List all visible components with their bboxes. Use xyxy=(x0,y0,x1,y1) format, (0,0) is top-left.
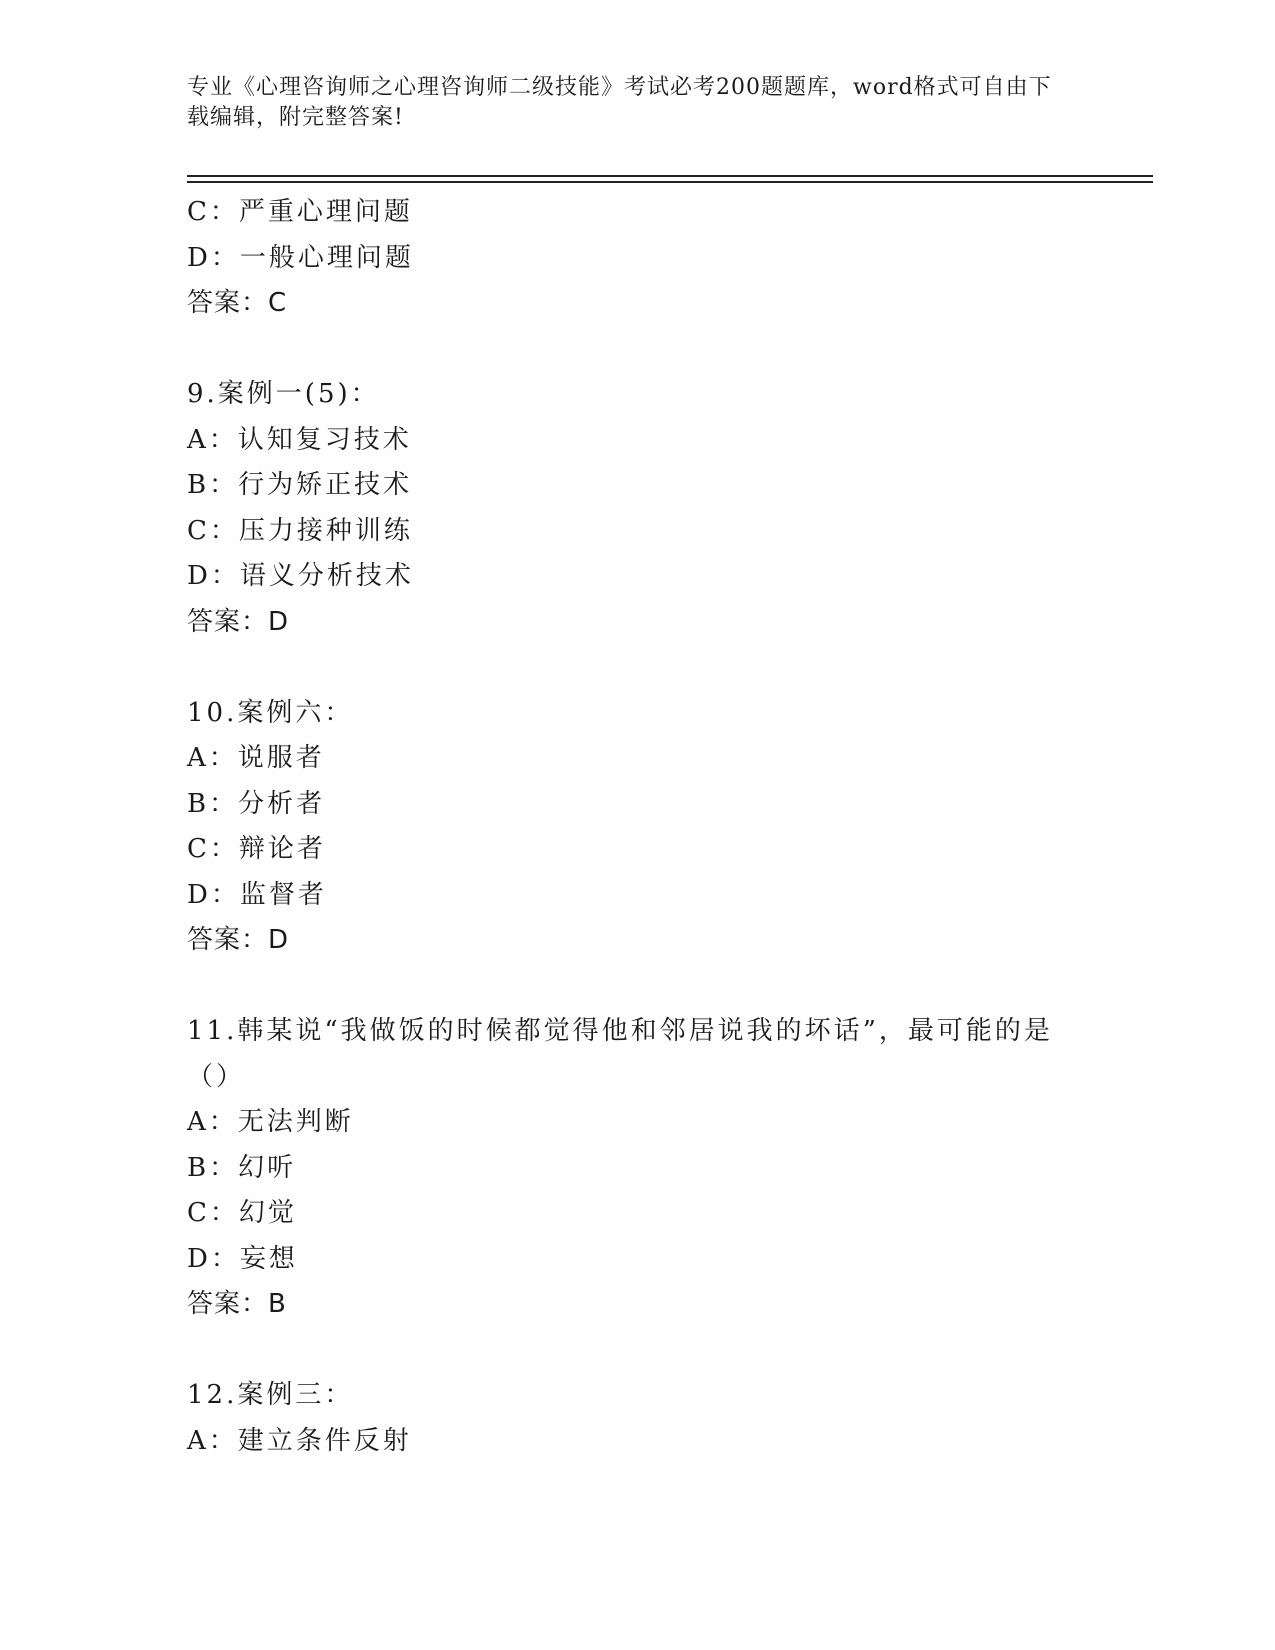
question-list xyxy=(187,190,1087,1464)
option-b: B：幻听 xyxy=(187,1152,297,1183)
spacer xyxy=(187,327,1087,373)
answer: 答案：D xyxy=(187,606,290,637)
option-c: C：辩论者 xyxy=(187,834,326,864)
option-b: B：行为矫正技术 xyxy=(187,470,413,500)
option-a: A：无法判断 xyxy=(187,1107,354,1137)
option-b: B：分析者 xyxy=(187,788,326,819)
question-8 xyxy=(187,190,1087,327)
question-stem: 10.案例六： xyxy=(187,697,354,728)
spacer xyxy=(187,1328,1087,1374)
option-d: D：妄想 xyxy=(187,1243,298,1274)
document-header: 专业《心理咨询师之心理咨询师二级技能》考试必考200题题库，word格式可自由下载编辑，附完整答案! xyxy=(187,75,1052,130)
option-a: A：认知复习技术 xyxy=(187,424,412,455)
question-stem: 9.案例一(5)： xyxy=(187,379,380,409)
option-a: A：建立条件反射 xyxy=(187,1425,412,1456)
answer: 答案：D xyxy=(187,925,290,955)
question-stem-continued: （） xyxy=(187,1061,246,1092)
question-9 xyxy=(187,372,1087,645)
header-rule-bottom xyxy=(187,181,1153,183)
question-12 xyxy=(187,1373,1087,1464)
answer: 答案：B xyxy=(187,1289,287,1319)
spacer xyxy=(187,645,1087,691)
option-d: D：语义分析技术 xyxy=(187,561,414,591)
option-d: D：一般心理问题 xyxy=(187,242,414,273)
question-stem: 11.韩某说“我做饭的时候都觉得他和邻居说我的坏话”，最可能的是 xyxy=(187,1016,1053,1046)
question-stem: 12.案例三： xyxy=(187,1380,354,1410)
header-rule-top xyxy=(187,175,1153,177)
option-a: A：说服者 xyxy=(187,743,325,773)
option-d: D：监督者 xyxy=(187,879,327,910)
question-11 xyxy=(187,1009,1087,1328)
question-10 xyxy=(187,691,1087,964)
option-c: C：压力接种训练 xyxy=(187,515,413,546)
option-c: C：严重心理问题 xyxy=(187,197,413,227)
option-c: C：幻觉 xyxy=(187,1198,297,1228)
answer: 答案：C xyxy=(187,288,288,318)
spacer xyxy=(187,964,1087,1010)
